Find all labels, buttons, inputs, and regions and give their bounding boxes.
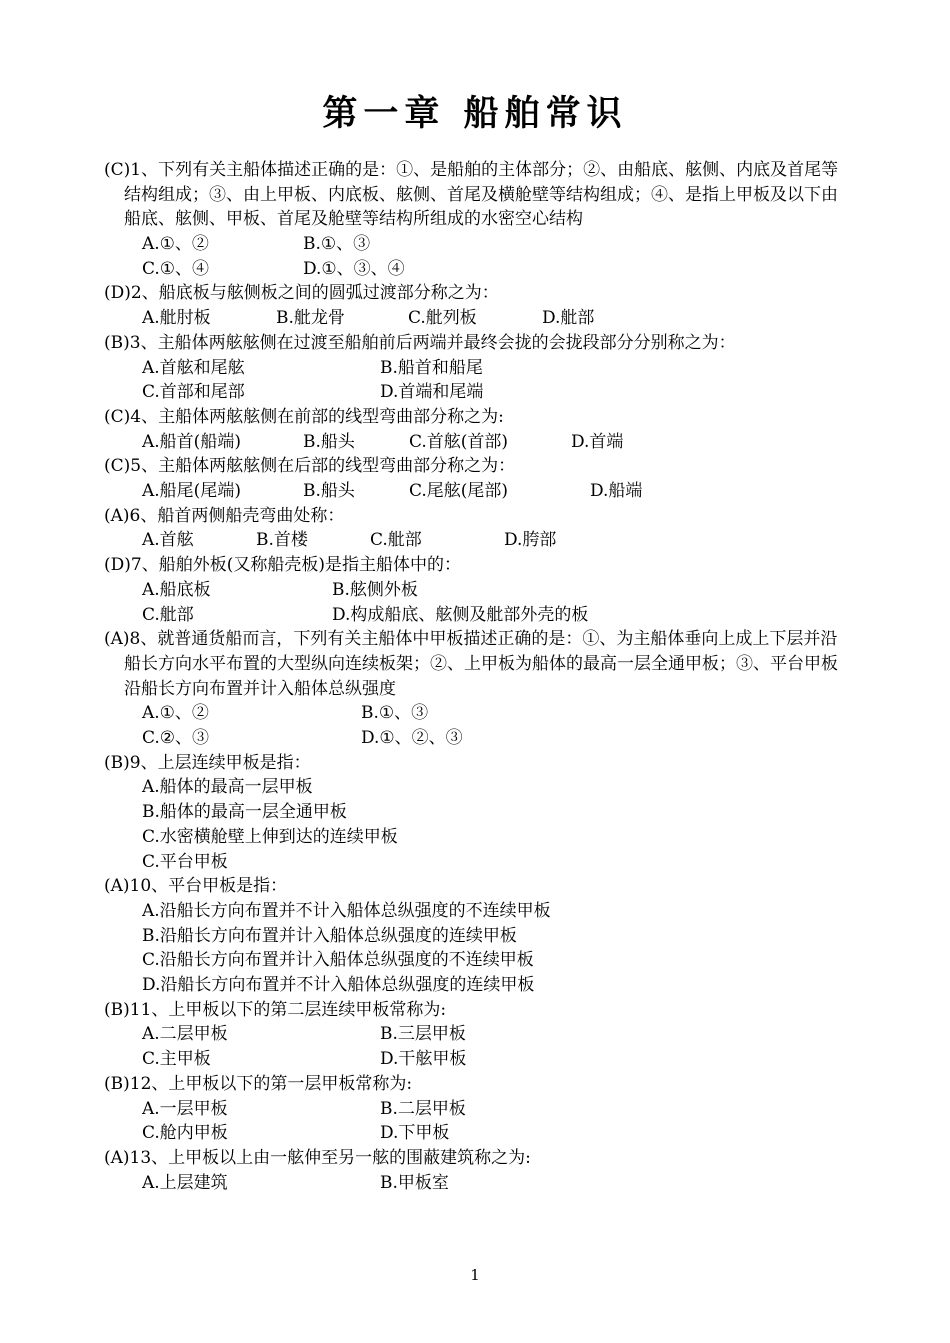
question-stem: (B)3、主船体两舷舷侧在过渡至船舶前后两端并最终会拢的会拢段部分分别称之为： [104, 332, 736, 353]
option-row [104, 528, 844, 553]
question-stem: (B)11、上甲板以下的第二层连续甲板常称为: [104, 999, 447, 1020]
option: A.船首(船端) [142, 431, 241, 452]
option: B.二层甲板 [380, 1098, 466, 1119]
option: A.舭肘板 [142, 308, 211, 329]
option: A.船尾(尾端) [142, 481, 241, 502]
option: B.船体的最高一层全通甲板 [142, 802, 347, 823]
question-stem: (C)5、主船体两舷舷侧在后部的线型弯曲部分称之为： [104, 456, 516, 477]
option: B.船头 [303, 431, 355, 452]
option-row [104, 430, 844, 455]
option: C.尾舷(尾部) [409, 481, 509, 502]
option: C.①、④ [142, 258, 210, 279]
option: C.沿船长方向布置并计入船体总纵强度的不连续甲板 [142, 950, 534, 971]
option: B.甲板室 [380, 1172, 449, 1193]
question-stem: (C)4、主船体两舷舷侧在前部的线型弯曲部分称之为: [104, 406, 504, 427]
option: A.首舷 [142, 530, 194, 551]
option: B.三层甲板 [380, 1024, 466, 1045]
question-stem: (A)6、船首两侧船壳弯曲处称： [104, 505, 345, 526]
option-row [104, 1047, 844, 1072]
option: C.平台甲板 [142, 851, 228, 872]
question-stem: (B)9、上层连续甲板是指： [104, 752, 311, 773]
option: A.船体的最高一层甲板 [142, 777, 313, 798]
option-row [104, 726, 844, 751]
option-row [104, 306, 844, 331]
option: D.①、②、③ [361, 728, 463, 748]
option: D.①、③、④ [303, 258, 405, 279]
question-stem: (A)8、就普通货船而言，下列有关主船体中甲板描述正确的是：①、为主船体垂向上成上下层并沿船长方向水平布置的大型纵向连续板架；②、上甲板为船体的最高一层全通甲板；③、平台甲板沿船长方向布置并计入船体总纵强度 [104, 629, 838, 699]
question-stem: (D)7、船舶外板(又称船壳板)是指主船体中的： [104, 555, 461, 576]
option: A.船底板 [142, 579, 211, 600]
option: B.沿船长方向布置并计入船体总纵强度的连续甲板 [142, 925, 517, 946]
option: A.上层建筑 [142, 1172, 228, 1193]
chapter-title: 第一章 船舶常识 [322, 93, 628, 134]
question-stem: (C)1、下列有关主船体描述正确的是：①、是船舶的主体部分；②、由船底、舷侧、内底及首尾等结构组成；③、由上甲板、内底板、舷侧、首尾及横舱壁等结构组成；④、是指上甲板及以下由船底、舷侧、甲板、首尾及舱壁等结构所组成的水密空心结构 [104, 160, 839, 230]
question-list [104, 158, 844, 1195]
option: D.首端和尾端 [380, 382, 484, 403]
option-row [104, 1097, 844, 1122]
option: C.舭部 [370, 530, 422, 551]
page-number: 1 [470, 1266, 480, 1284]
option: B.船首和船尾 [380, 357, 483, 378]
option: B.舷侧外板 [332, 579, 418, 600]
option: C.首舷(首部) [409, 431, 509, 452]
option: D.干舷甲板 [380, 1049, 467, 1070]
option-row [104, 257, 844, 282]
option-row [104, 578, 844, 603]
option: B.船头 [303, 481, 355, 502]
option: C.主甲板 [142, 1049, 211, 1070]
option: B.首楼 [256, 530, 308, 551]
option: C.舭部 [142, 604, 194, 625]
question-stem: (A)10、平台甲板是指： [104, 876, 288, 897]
option: A.沿船长方向布置并不计入船体总纵强度的不连续甲板 [142, 900, 551, 921]
question-stem: (B)12、上甲板以下的第一层甲板常称为: [104, 1073, 413, 1094]
option-row [104, 1171, 844, 1196]
option-row [104, 380, 844, 405]
option: A.①、② [142, 703, 209, 724]
option: D.沿船长方向布置并不计入船体总纵强度的连续甲板 [142, 975, 535, 996]
question-stem: (D)2、船底板与舷侧板之间的圆弧过渡部分称之为： [104, 283, 499, 304]
option: D.首端 [571, 431, 624, 452]
option-row [104, 479, 844, 504]
option: A.二层甲板 [142, 1024, 228, 1045]
option-row [104, 701, 844, 726]
option-row [104, 1022, 844, 1047]
option: D.船端 [590, 481, 643, 502]
option: A.①、② [142, 234, 209, 255]
option: B.舭龙骨 [276, 308, 345, 329]
option: D.胯部 [504, 530, 557, 551]
option-row [104, 356, 844, 381]
option: C.舭列板 [408, 308, 477, 329]
option: D.构成船底、舷侧及舭部外壳的板 [332, 604, 589, 625]
option: C.②、③ [142, 728, 210, 748]
option-row [104, 1121, 844, 1146]
option: D.舭部 [542, 308, 595, 329]
option-row [104, 232, 844, 257]
option: C.首部和尾部 [142, 382, 245, 403]
option: C.舱内甲板 [142, 1123, 228, 1144]
option-row [104, 603, 844, 628]
option: D.下甲板 [380, 1123, 450, 1144]
question-stem: (A)13、上甲板以上由一舷伸至另一舷的围蔽建筑称之为: [104, 1147, 531, 1168]
option: A.首舷和尾舷 [142, 357, 245, 378]
option: B.①、③ [303, 234, 371, 255]
option: B.①、③ [361, 703, 429, 724]
option: C.水密横舱壁上伸到达的连续甲板 [142, 826, 398, 847]
option: A.一层甲板 [142, 1098, 228, 1119]
